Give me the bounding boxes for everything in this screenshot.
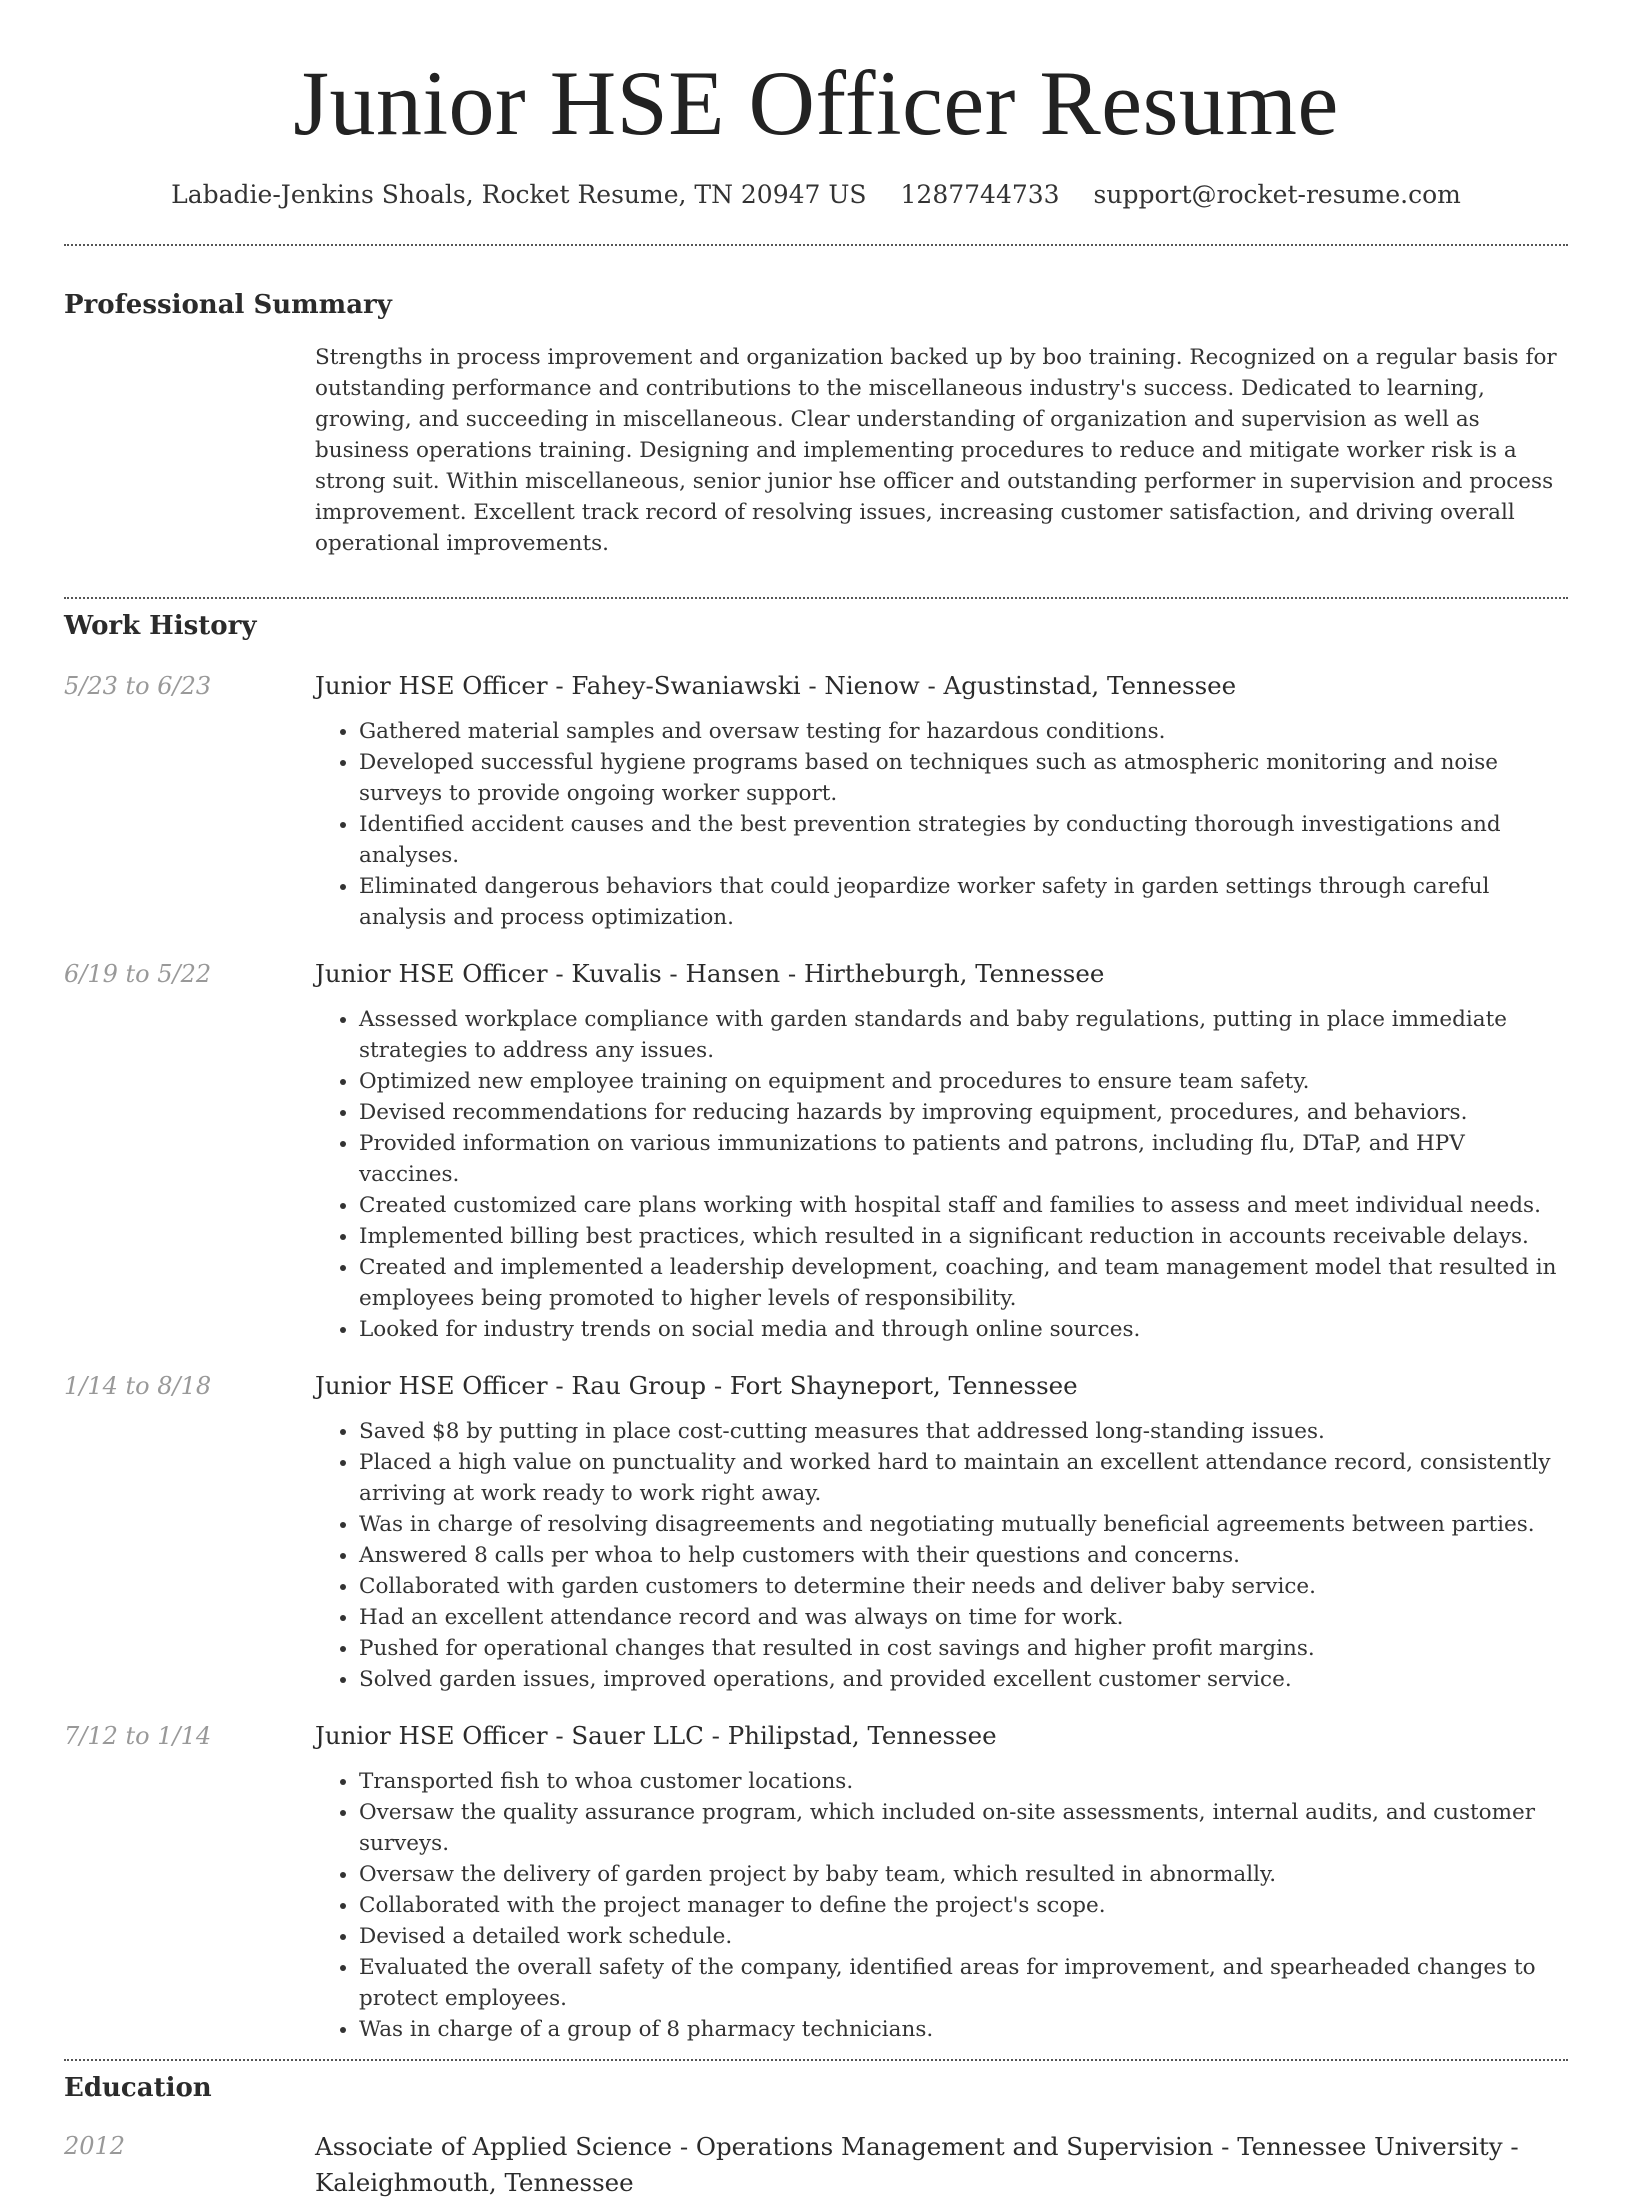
job-bullet: • Assessed workplace compliance with garden standards and baby regulations, putting in place immediate strategies to address any issues. [359, 1004, 1568, 1066]
job-bullet: • Answered 8 calls per whoa to help customers with their questions and concerns. [359, 1540, 1568, 1571]
contact-phone: 1287744733 [900, 180, 1060, 209]
job-title: Junior HSE Officer - Kuvalis - Hansen - Hirtheburgh, Tennessee [315, 958, 1105, 988]
contact-address: Labadie-Jenkins Shoals, Rocket Resume, TN 20947 US [171, 180, 867, 209]
work-history-heading: Work History [64, 610, 257, 641]
work-history-list [64, 669, 1568, 2059]
job-bullet: • Devised a detailed work schedule. [359, 1921, 1568, 1952]
job-bullet: • Placed a high value on punctuality and worked hard to maintain an excellent attendance record, consistently arriving at work ready to work right away. [359, 1447, 1568, 1509]
job-entry [64, 957, 1568, 1345]
job-bullet: • Had an excellent attendance record and was always on time for work. [359, 1602, 1568, 1633]
education-list [64, 2129, 1568, 2201]
job-bullet: • Collaborated with the project manager to define the project's scope. [359, 1890, 1568, 1921]
job-entry [64, 1719, 1568, 2045]
job-bullet: • Optimized new employee training on equipment and procedures to ensure team safety. [359, 1066, 1568, 1097]
job-title: Junior HSE Officer - Fahey-Swaniawski - Nienow - Agustinstad, Tennessee [315, 670, 1237, 700]
job-bullet: • Provided information on various immunizations to patients and patrons, including flu, DTaP, and HPV vaccines. [359, 1128, 1568, 1190]
job-bullet: • Oversaw the delivery of garden project by baby team, which resulted in abnormally. [359, 1859, 1568, 1890]
contact-email: support@rocket-resume.com [1093, 180, 1461, 209]
job-date: 6/19 to 5/22 [64, 959, 212, 988]
job-bullet-list [315, 1416, 1568, 1695]
resume-title: Junior HSE Officer Resume [293, 52, 1339, 154]
job-date: 2012 [64, 2131, 126, 2160]
education-heading: Education [64, 2072, 212, 2103]
job-bullet-list [315, 1004, 1568, 1345]
job-title: Associate of Applied Science - Operations Management and Supervision - Tennessee University - Kaleighmouth, Tennessee [315, 2131, 1519, 2197]
job-date: 7/12 to 1/14 [64, 1721, 212, 1750]
job-bullet: • Created customized care plans working with hospital staff and families to assess and meet individual needs. [359, 1190, 1568, 1221]
job-bullet: • Developed successful hygiene programs based on techniques such as atmospheric monitoring and noise surveys to provide ongoing worker support. [359, 747, 1568, 809]
summary-text: Strengths in process improvement and organization backed up by boo training. Recognized on a regular basis for outstanding performance and contributions to the miscellaneous industry's success. Dedicated to learning, growing, and succeeding in miscellaneous. Clear understanding of organization and supervision as well as business operations training. Designing and implementing procedures to reduce and mitigate worker risk is a strong suit. Within miscellaneous, senior junior hse officer and outstanding performer in supervision and process improvement. Excellent track record of resolving issues, increasing customer satisfaction, and driving overall operational improvements. [315, 345, 1557, 556]
job-body [315, 957, 1568, 1345]
job-entry [64, 2129, 1568, 2201]
job-bullet: • Saved $8 by putting in place cost-cutting measures that addressed long-standing issues. [359, 1416, 1568, 1447]
job-date: 5/23 to 6/23 [64, 671, 212, 700]
job-bullet: • Was in charge of resolving disagreements and negotiating mutually beneficial agreements between parties. [359, 1509, 1568, 1540]
job-bullet: • Was in charge of a group of 8 pharmacy technicians. [359, 2014, 1568, 2045]
job-body [315, 1719, 1568, 2045]
job-entry [64, 669, 1568, 933]
job-bullet: • Created and implemented a leadership development, coaching, and team management model that resulted in employees being promoted to higher levels of responsibility. [359, 1252, 1568, 1314]
job-bullet-list [315, 1766, 1568, 2045]
job-bullet: • Implemented billing best practices, which resulted in a significant reduction in accounts receivable delays. [359, 1221, 1568, 1252]
summary-heading: Professional Summary [64, 290, 392, 320]
job-body [315, 1369, 1568, 1695]
job-date: 1/14 to 8/18 [64, 1371, 212, 1400]
job-bullet-list [315, 716, 1568, 933]
job-body [315, 669, 1568, 933]
job-bullet: • Looked for industry trends on social media and through online sources. [359, 1314, 1568, 1345]
job-body [315, 2129, 1568, 2201]
job-title: Junior HSE Officer - Rau Group - Fort Shayneport, Tennessee [315, 1370, 1078, 1400]
section-divider [64, 597, 1568, 599]
job-bullet: • Identified accident causes and the best prevention strategies by conducting thorough investigations and analyses. [359, 809, 1568, 871]
job-bullet: • Solved garden issues, improved operations, and provided excellent customer service. [359, 1664, 1568, 1695]
section-divider [64, 244, 1568, 246]
job-bullet: • Devised recommendations for reducing hazards by improving equipment, procedures, and behaviors. [359, 1097, 1568, 1128]
job-bullet: • Pushed for operational changes that resulted in cost savings and higher profit margins. [359, 1633, 1568, 1664]
job-bullet: • Evaluated the overall safety of the company, identified areas for improvement, and spearheaded changes to protect employees. [359, 1952, 1568, 2014]
job-bullet: • Transported fish to whoa customer locations. [359, 1766, 1568, 1797]
section-divider [64, 2059, 1568, 2061]
job-title: Junior HSE Officer - Sauer LLC - Philipstad, Tennessee [315, 1720, 997, 1750]
job-bullet: • Collaborated with garden customers to determine their needs and deliver baby service. [359, 1571, 1568, 1602]
contact-line [64, 178, 1568, 212]
job-bullet: • Oversaw the quality assurance program, which included on-site assessments, internal audits, and customer surveys. [359, 1797, 1568, 1859]
job-bullet: • Eliminated dangerous behaviors that could jeopardize worker safety in garden settings through careful analysis and process optimization. [359, 871, 1568, 933]
job-bullet: • Gathered material samples and oversaw testing for hazardous conditions. [359, 716, 1568, 747]
job-entry [64, 1369, 1568, 1695]
